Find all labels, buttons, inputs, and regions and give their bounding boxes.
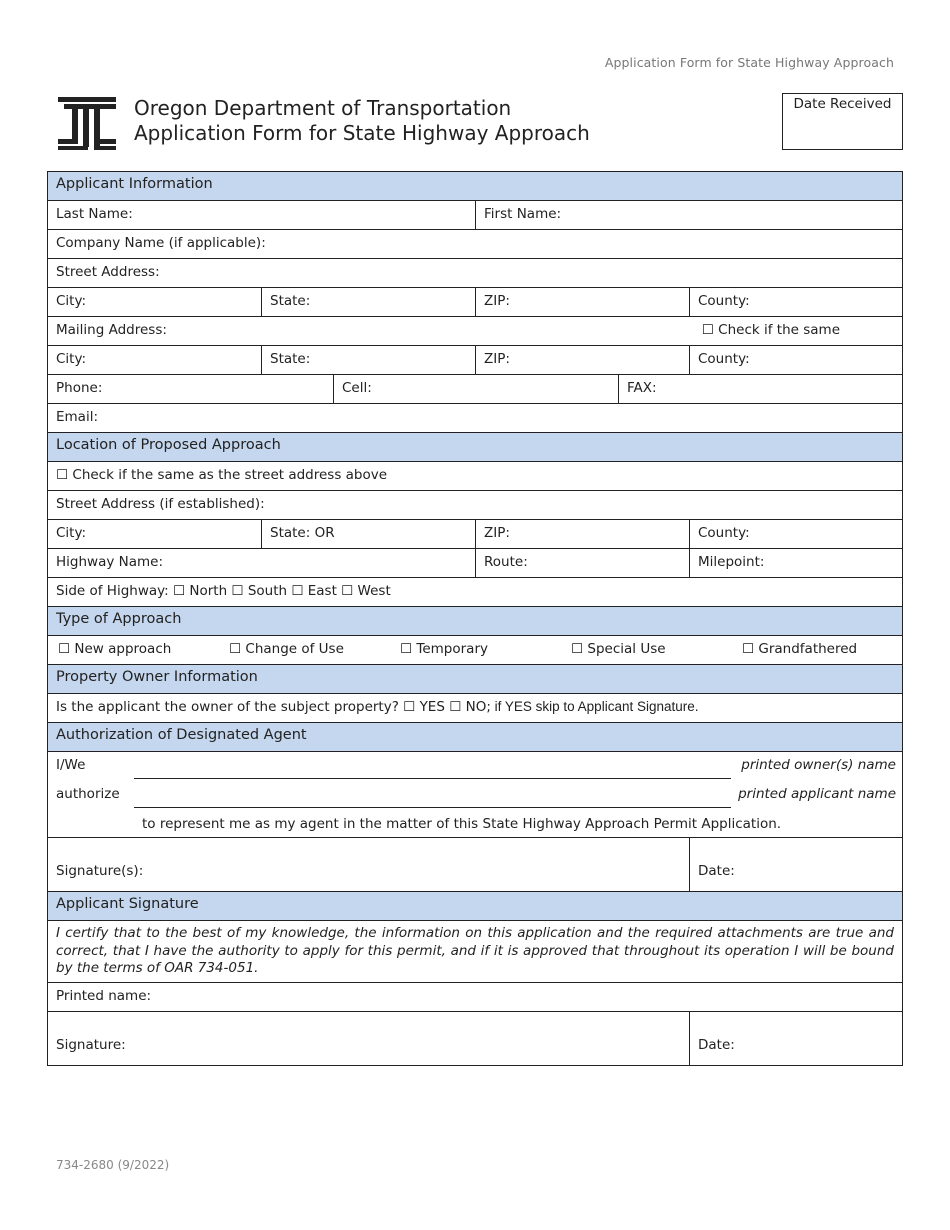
section-title: Applicant Signature (56, 896, 199, 912)
approach-type-options (48, 636, 902, 664)
temporary-checkbox[interactable]: ☐ Temporary (400, 641, 488, 657)
location-same-checkbox[interactable]: ☐ Check if the same as the street address above (56, 467, 388, 483)
name-row (48, 201, 902, 230)
company-row (48, 230, 902, 259)
section-title: Applicant Information (56, 176, 213, 192)
last-name-field[interactable]: Last Name: (56, 206, 133, 222)
mailing-city-field[interactable]: City: (56, 351, 87, 367)
grandfathered-checkbox[interactable]: ☐ Grandfathered (742, 641, 858, 657)
section-header-location (48, 433, 902, 462)
application-form (47, 171, 903, 1066)
location-city-row (48, 520, 902, 549)
owner-name-line[interactable] (134, 778, 731, 779)
location-city-field[interactable]: City: (56, 525, 87, 541)
state-field[interactable]: State: (261, 288, 475, 316)
special-use-checkbox[interactable]: ☐ Special Use (571, 641, 666, 657)
certification-text: I certify that to the best of my knowledge, the information on this application and the required attachments are true and correct, that I have the authority to apply for this permit, and if it is approved that throughout its operation I will be bound by the terms of OAR 734-051. (48, 921, 902, 983)
location-state-field[interactable]: State: OR (261, 520, 475, 548)
mailing-state-field[interactable]: State: (261, 346, 475, 374)
highway-row (48, 549, 902, 578)
section-header-type (48, 607, 902, 636)
agent-authorization-block (48, 752, 902, 838)
authorize-label: authorize (56, 786, 120, 802)
applicant-date-field[interactable]: Date: (689, 1012, 902, 1065)
applicant-signature-row (48, 1012, 902, 1066)
first-name-field[interactable]: First Name: (475, 201, 902, 229)
mailing-address-field[interactable]: Mailing Address: (56, 322, 167, 338)
section-title: Property Owner Information (56, 669, 258, 685)
city-field[interactable]: City: (56, 293, 87, 309)
date-received-box[interactable] (782, 93, 903, 150)
email-row (48, 404, 902, 433)
iwe-label: I/We (56, 757, 86, 773)
agent-signature-row (48, 838, 902, 892)
side-row (48, 578, 902, 607)
zip-field[interactable]: ZIP: (475, 288, 689, 316)
section-header-owner (48, 665, 902, 694)
company-name-field[interactable]: Company Name (if applicable): (56, 235, 266, 251)
owner-question[interactable] (48, 694, 902, 722)
side-of-highway-options[interactable]: Side of Highway: ☐ North ☐ South ☐ East ☐ West (56, 583, 391, 599)
cell-field[interactable]: Cell: (333, 375, 618, 403)
owner-question-note: if YES skip to Applicant Signature. (490, 699, 699, 714)
section-title: Location of Proposed Approach (56, 437, 281, 453)
section-title: Authorization of Designated Agent (56, 727, 307, 743)
approach-type-row (48, 636, 902, 665)
agent-signature-field[interactable]: Signature(s): (56, 863, 144, 879)
represent-text: to represent me as my agent in the matter of this State Highway Approach Permit Application. (142, 816, 782, 832)
mailing-city-row (48, 346, 902, 375)
page-title: Application Form for State Highway Approach (134, 121, 590, 145)
mailing-zip-field[interactable]: ZIP: (475, 346, 689, 374)
printed-applicant-label: printed applicant name (738, 786, 896, 802)
phone-row (48, 375, 902, 404)
agent-date-field[interactable]: Date: (689, 838, 902, 891)
section-header-applicant (48, 172, 902, 201)
form-number: 734-2680 (9/2022) (56, 1158, 170, 1172)
same-address-checkbox[interactable]: ☐ Check if the same (701, 322, 840, 338)
street-address-field[interactable]: Street Address: (56, 264, 160, 280)
agency-title: Oregon Department of Transportation (134, 96, 512, 120)
printed-owner-label: printed owner(s) name (741, 757, 896, 773)
owner-question-text: Is the applicant the owner of the subject property? ☐ YES ☐ NO; (56, 699, 491, 715)
county-field[interactable]: County: (689, 288, 902, 316)
fax-field[interactable]: FAX: (618, 375, 902, 403)
phone-field[interactable]: Phone: (56, 380, 103, 396)
printed-name-row (48, 983, 902, 1012)
location-street-field[interactable]: Street Address (if established): (56, 496, 265, 512)
route-field[interactable]: Route: (475, 549, 689, 577)
applicant-name-line[interactable] (134, 807, 731, 808)
location-county-field[interactable]: County: (689, 520, 902, 548)
milepoint-field[interactable]: Milepoint: (689, 549, 902, 577)
printed-name-field[interactable]: Printed name: (56, 988, 152, 1004)
highway-name-field[interactable]: Highway Name: (56, 554, 163, 570)
change-of-use-checkbox[interactable]: ☐ Change of Use (229, 641, 344, 657)
section-header-agent (48, 723, 902, 752)
new-approach-checkbox[interactable]: ☐ New approach (58, 641, 172, 657)
location-street-row (48, 491, 902, 520)
city-row (48, 288, 902, 317)
section-title: Type of Approach (56, 611, 182, 627)
mailing-county-field[interactable]: County: (689, 346, 902, 374)
location-zip-field[interactable]: ZIP: (475, 520, 689, 548)
section-header-signature (48, 892, 902, 921)
email-field[interactable]: Email: (56, 409, 99, 425)
applicant-signature-field[interactable]: Signature: (56, 1037, 126, 1053)
date-received-label: Date Received (793, 96, 892, 112)
location-same-row (48, 462, 902, 491)
owner-question-row (48, 694, 902, 723)
odot-logo (56, 95, 118, 151)
street-row (48, 259, 902, 288)
mailing-row (48, 317, 902, 346)
running-header: Application Form for State Highway Approach (604, 55, 894, 70)
